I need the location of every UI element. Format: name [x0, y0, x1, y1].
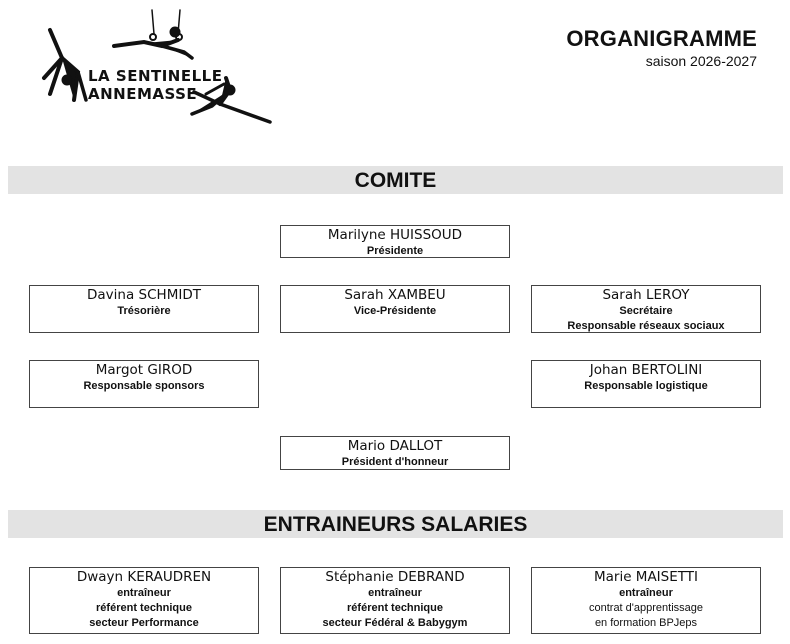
coach-card-federal	[280, 567, 510, 634]
coach-name: Dwayn KERAUDREN	[76, 569, 212, 585]
member-role: Président d'honneur	[341, 456, 449, 468]
member-name: Sarah LEROY	[602, 287, 690, 303]
member-card-treasurer	[29, 285, 259, 333]
member-role: Présidente	[366, 245, 424, 257]
coach-role-secondary: référent technique	[347, 602, 443, 614]
logo-line-2: ANNEMASSE	[88, 85, 198, 103]
coach-role-secondary: référent technique	[96, 602, 192, 614]
member-name: Margot GIROD	[95, 362, 193, 378]
member-name: Marilyne HUISSOUD	[327, 227, 463, 243]
coach-card-performance	[29, 567, 259, 634]
member-card-vice-president	[280, 285, 510, 333]
member-role: Responsable logistique	[584, 380, 708, 392]
member-name: Davina SCHMIDT	[87, 287, 201, 303]
member-card-sponsors	[29, 360, 259, 408]
section-heading-comite: COMITE	[8, 166, 783, 194]
member-card-honorary-president	[280, 436, 510, 470]
page-title: ORGANIGRAMME	[566, 26, 757, 51]
coach-training-note: en formation BPJeps	[594, 617, 698, 629]
coach-sector: secteur Performance	[89, 617, 199, 629]
member-name: Johan BERTOLINI	[589, 362, 703, 378]
member-role-secondary: Responsable réseaux sociaux	[567, 320, 725, 332]
member-role: Trésorière	[117, 305, 171, 317]
coach-role: entraîneur	[117, 587, 171, 599]
member-card-president	[280, 225, 510, 258]
coach-sector: secteur Fédéral & Babygym	[322, 617, 468, 629]
section-heading-entraineurs: ENTRAINEURS SALARIES	[8, 510, 783, 538]
member-role: Secrétaire	[619, 305, 673, 317]
logo-line-1: LA SENTINELLE	[88, 67, 223, 85]
coach-contract-note: contrat d'apprentissage	[588, 602, 703, 614]
coach-name: Marie MAISETTI	[593, 569, 699, 585]
member-name: Sarah XAMBEU	[344, 287, 446, 303]
coach-role: entraîneur	[619, 587, 673, 599]
page-subtitle: saison 2026-2027	[645, 53, 757, 69]
member-name: Mario DALLOT	[347, 438, 443, 454]
member-card-logistics	[531, 360, 761, 408]
coach-card-apprentice	[531, 567, 761, 634]
member-role: Responsable sponsors	[83, 380, 205, 392]
club-logo	[34, 8, 276, 128]
member-card-secretary	[531, 285, 761, 333]
member-role: Vice-Présidente	[353, 305, 437, 317]
coach-name: Stéphanie DEBRAND	[325, 569, 465, 585]
coach-role: entraîneur	[368, 587, 422, 599]
